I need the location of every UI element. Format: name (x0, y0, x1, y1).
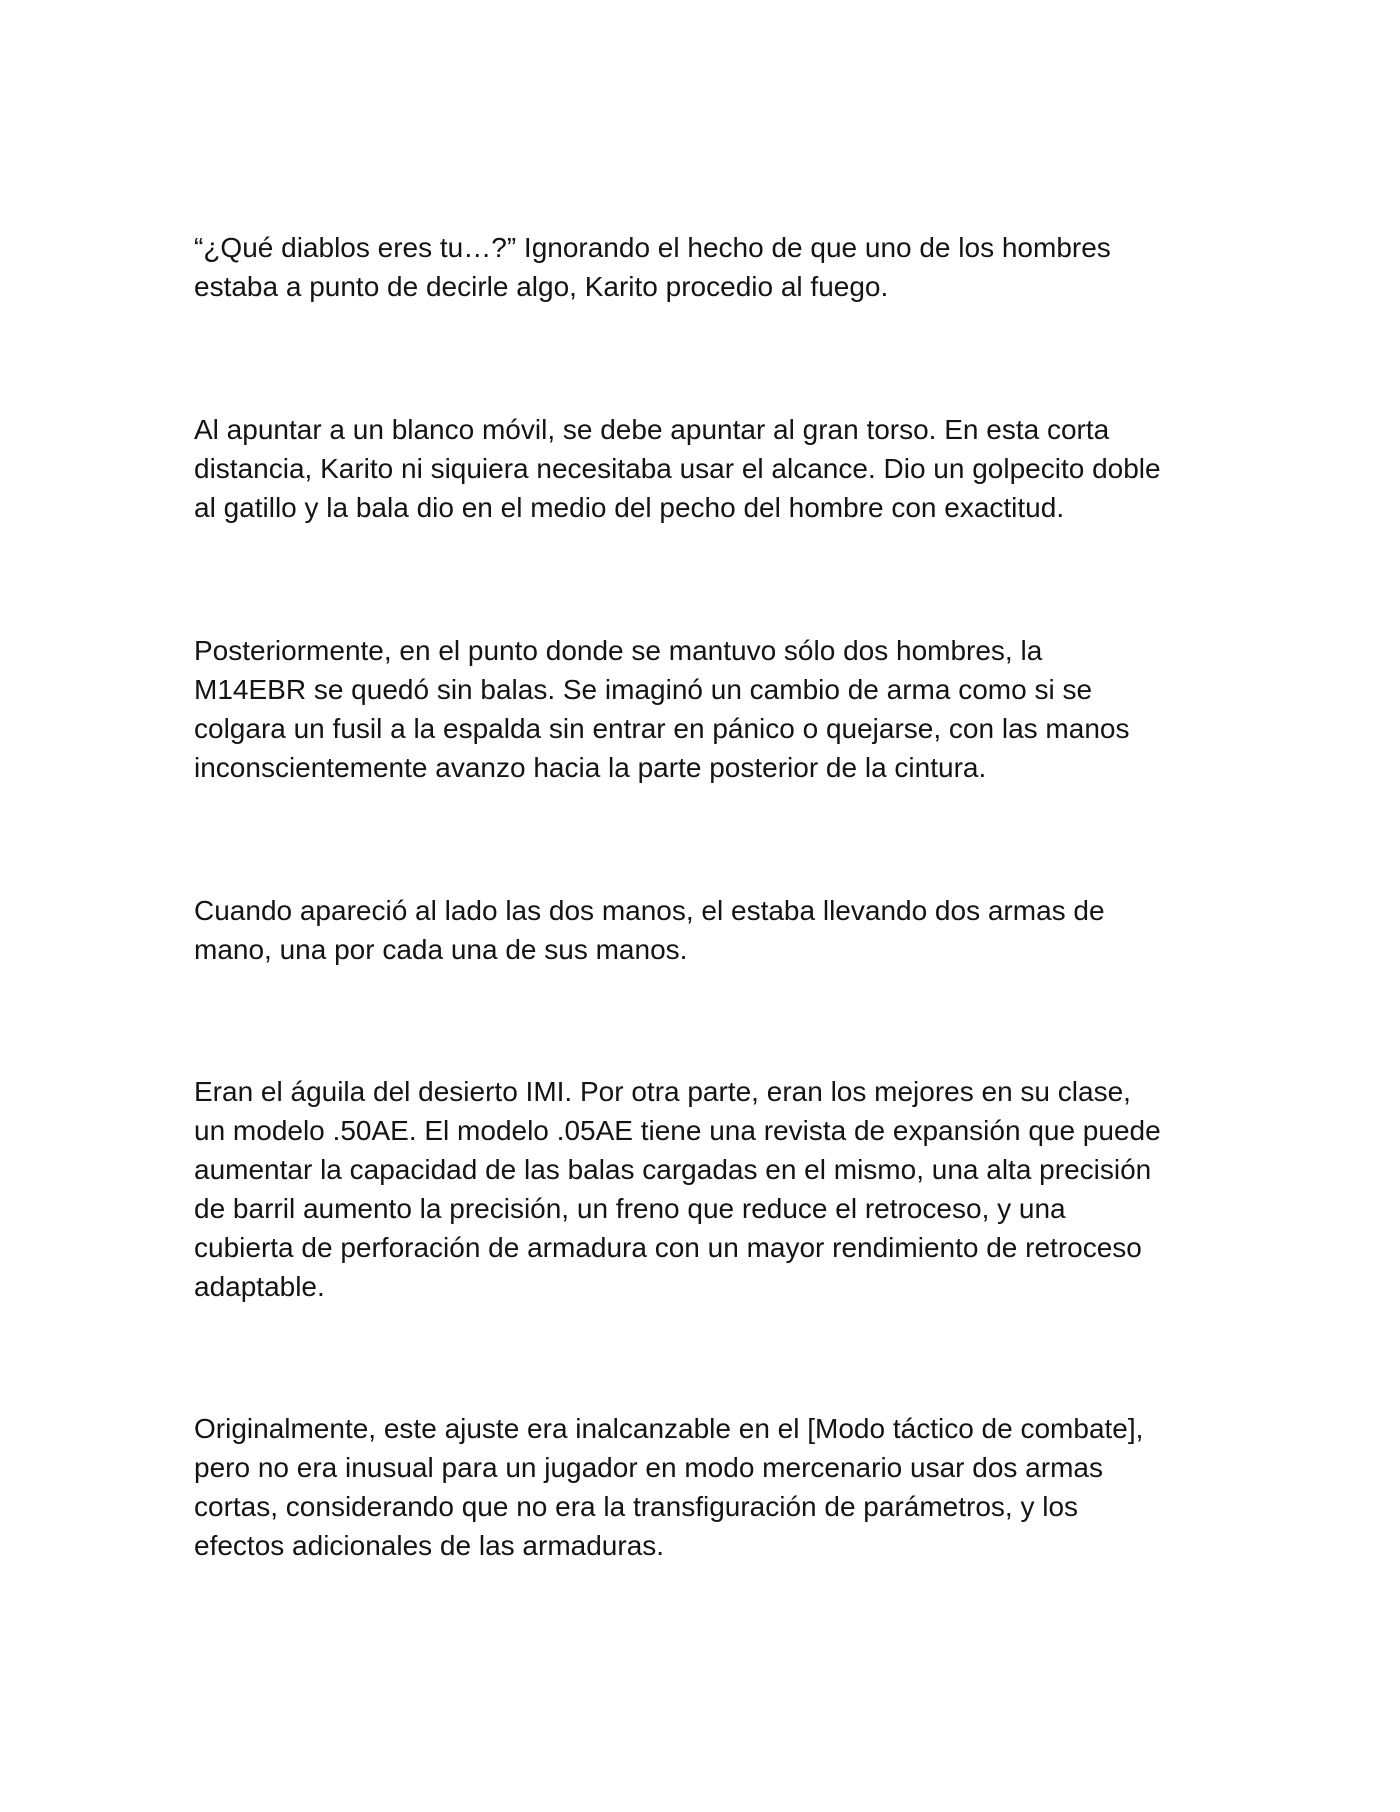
paragraph-4: Cuando apareció al lado las dos manos, el estaba llevando dos armas de mano, una por cada una de sus manos. (194, 895, 1105, 965)
paragraph-1: “¿Qué diablos eres tu…?” Ignorando el hecho de que uno de los hombres estaba a punto de decirle algo, Karito procedio al fuego. (194, 232, 1111, 302)
paragraph-6: Originalmente, este ajuste era inalcanzable en el [Modo táctico de combate], pero no era inusual para un jugador en modo mercenario usar dos armas cortas, considerando que no era la transfiguración de parámetros, y los efectos adicionales de las armaduras. (194, 1413, 1144, 1561)
paragraph-5: Eran el águila del desierto IMI. Por otra parte, eran los mejores en su clase, un modelo .50AE. El modelo .05AE tiene una revista de expansión que puede aumentar la capacidad de las balas cargadas en el mismo, una alta precisión de barril aumento la precisión, un freno que reduce el retroceso, y una cubierta de perforación de armadura con un mayor rendimiento de retroceso adaptable. (194, 1076, 1161, 1302)
paragraph-3: Posteriormente, en el punto donde se mantuvo sólo dos hombres, la M14EBR se quedó sin balas. Se imaginó un cambio de arma como si se colgara un fusil a la espalda sin entrar en pánico o quejarse, con las manos inconscientemente avanzo hacia la parte posterior de la cintura. (194, 635, 1130, 783)
paragraph-2: Al apuntar a un blanco móvil, se debe apuntar al gran torso. En esta corta distancia, Karito ni siquiera necesitaba usar el alcance. Dio un golpecito doble al gatillo y la bala dio en el medio del pecho del hombre con exactitud. (194, 414, 1161, 523)
document-body (194, 228, 1224, 1565)
